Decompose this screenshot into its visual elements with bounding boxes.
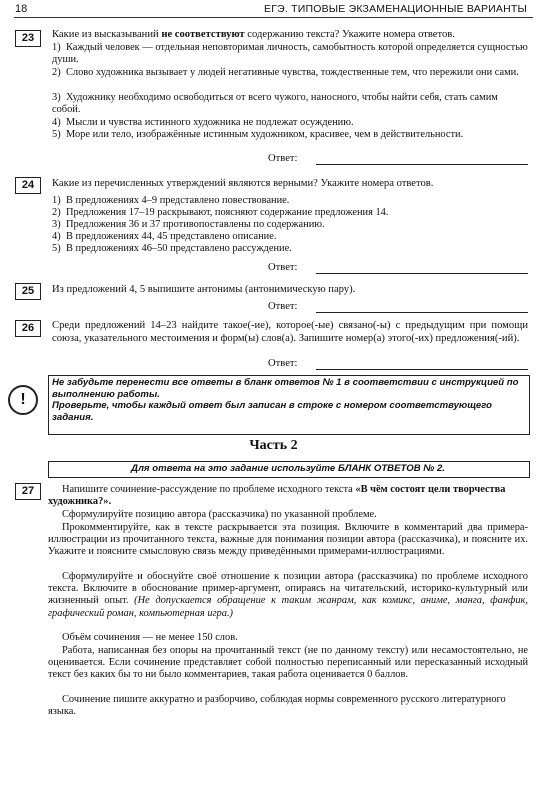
task-number-24: 24 bbox=[15, 177, 41, 194]
task-27-paragraph-5: Объём сочинения — не менее 150 слов. bbox=[62, 632, 238, 643]
warning-line-1: Не забудьте перенести все ответы в бланк ответов № 1 в соответствии с инструкцией по выполнению работы. bbox=[52, 377, 519, 400]
task-number-26: 26 bbox=[15, 320, 41, 337]
task-27-prompt: Напишите сочинение-рассуждение по проблеме исходного текста «В чём состоят цели творчества художника?». bbox=[48, 484, 506, 508]
task-number-25: 25 bbox=[15, 283, 41, 300]
task-23-option-4: 4) Мысли и чувства истинного художника не подлежат осуждению. bbox=[52, 117, 354, 128]
task-27-paragraph-7: Сочинение пишите аккуратно и разборчиво, соблюдая нормы современного русского литературного языка. bbox=[48, 694, 506, 718]
warning-text bbox=[52, 377, 524, 423]
task-23-option-1: 1) Каждый человек — отдельная неповторимая личность, самобытность которой определяется сущностью души. bbox=[52, 42, 528, 66]
task-23-option-3: 3) Художнику необходимо освободиться от всего чужого, наносного, чтобы найти себя, стать самим собой. bbox=[52, 92, 498, 116]
exclamation-icon: ! bbox=[8, 385, 38, 415]
task-24-question: Какие из перечисленных утверждений являются верными? Укажите номера ответов. bbox=[52, 178, 434, 189]
task-27-paragraph-6: Работа, написанная без опоры на прочитанный текст (не по данному тексту) или несамостоятельно, не оценивается. Если сочинение представляет собой полностью переписанный или пересказанный исходный текст без каких бы то ни было комментариев, такая работа оценивается 0 баллов. bbox=[48, 645, 528, 681]
task-26-answer-field[interactable]: Ответ: bbox=[268, 358, 528, 369]
task-24-option-5: 5) В предложениях 46–50 представлено рассуждение. bbox=[52, 243, 292, 254]
task-25-answer-field[interactable]: Ответ: bbox=[268, 301, 528, 312]
task-23-option-5: 5) Море или тело, изображённые истинным художником, красивее, чем в действительности. bbox=[52, 129, 464, 140]
running-header-title: ЕГЭ. ТИПОВЫЕ ЭКЗАМЕНАЦИОННЫЕ ВАРИАНТЫ bbox=[264, 3, 527, 15]
task-24-option-2: 2) Предложения 17–19 раскрывают, поясняют содержание предложения 14. bbox=[52, 207, 389, 218]
task-number-27: 27 bbox=[15, 483, 41, 500]
header-rule bbox=[14, 17, 533, 18]
task-23-option-2: 2) Слово художника вызывает у людей негативные чувства, тождественные тем, что пережили они сами. bbox=[52, 67, 519, 78]
task-27-paragraph-2: Сформулируйте позицию автора (рассказчика) по указанной проблеме. bbox=[62, 509, 377, 520]
task-27-paragraph-4: Сформулируйте и обоснуйте своё отношение к позиции автора (рассказчика) по проблеме исходного текста. Включите в обоснование пример-аргумент, опираясь на читательский, историко-культурный или жизненный опыт. (Не допускается обращение к таким жанрам, как комикс, аниме, манга, фанфик, графический роман, компьютерная игра.) bbox=[48, 571, 529, 619]
task-number-23: 23 bbox=[15, 30, 41, 47]
task-25-question: Из предложений 4, 5 выпишите антонимы (антонимическую пару). bbox=[52, 284, 356, 295]
task-23-answer-field[interactable]: Ответ: bbox=[268, 153, 528, 164]
task-24-option-4: 4) В предложениях 44, 45 представлено описание. bbox=[52, 231, 277, 242]
task-24-option-1: 1) В предложениях 4–9 представлено повествование. bbox=[52, 195, 290, 206]
part-2-title: Часть 2 bbox=[249, 438, 298, 453]
page-number: 18 bbox=[15, 3, 28, 15]
task-24-option-3: 3) Предложения 36 и 37 противопоставлены по содержанию. bbox=[52, 219, 325, 230]
task-23-question: Какие из высказываний не соответствуют содержанию текста? Укажите номера ответов. bbox=[52, 29, 455, 40]
task-26-question: Среди предложений 14–23 найдите такое(-ие), которое(-ые) связано(-ы) с предыдущим при помощи союза, указательного местоимения и форм(ы) слов(а). Запишите номер(а) этого(-их) предложения(-ий). bbox=[52, 320, 528, 344]
task-27-paragraph-3: Прокомментируйте, как в тексте раскрывается эта позиция. Включите в комментарий два примера-иллюстрации из прочитанного текста, важные для понимания позиции автора (рассказчика), и поясните их. Укажите и поясните смысловую связь между приведёнными примерами-иллюстрациями. bbox=[48, 522, 528, 558]
task-24-answer-field[interactable]: Ответ: bbox=[268, 262, 528, 273]
instruction-text: Для ответа на это задание используйте БЛАНК ОТВЕТОВ № 2. bbox=[131, 463, 445, 474]
warning-line-2: Проверьте, чтобы каждый ответ был записан в строке с номером соответствующего задания. bbox=[52, 400, 493, 423]
